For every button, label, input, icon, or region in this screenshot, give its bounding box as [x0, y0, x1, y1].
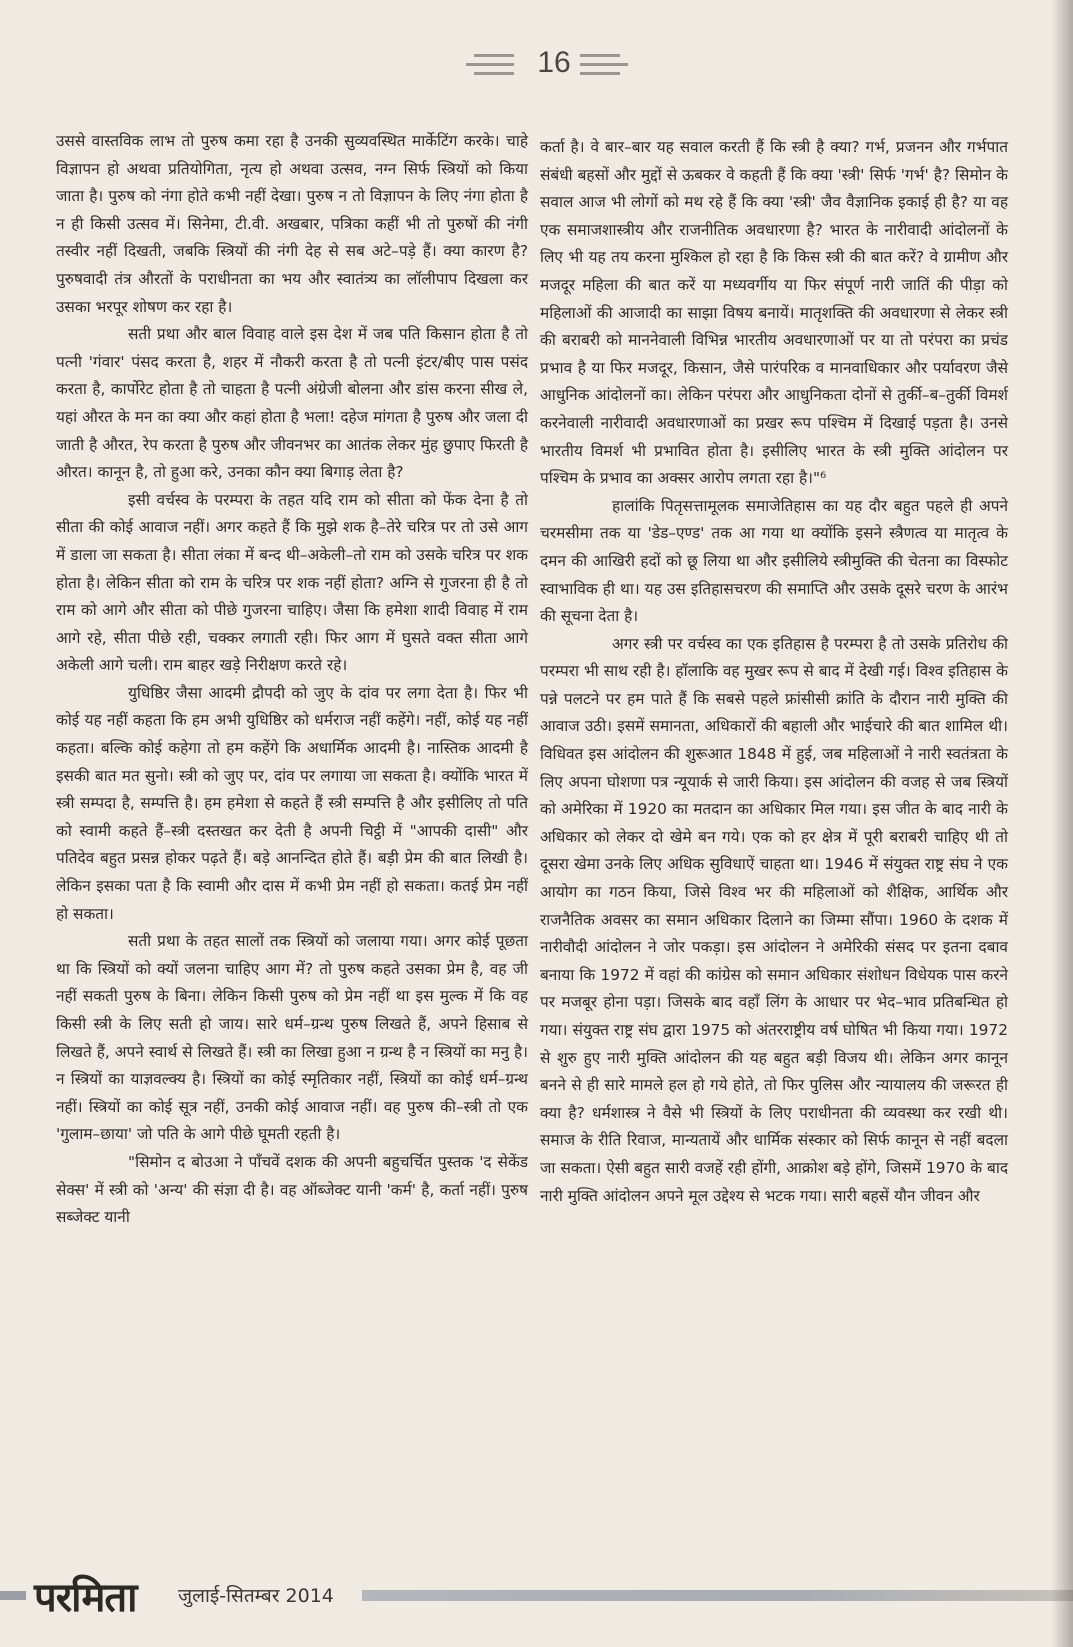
paragraph: हालांकि पितृसत्तामूलक समाजेतिहास का यह दौर बहुत पहले ही अपने चरमसीमा तक या 'डेड–एण्ड' तक आ गया था क्योंकि इसने स्त्रैणत्व या मातृत्व के दमन की आखिरी हदों को छू लिया था और इसीलिये स्त्रीमुक्ति की चेतना का विस्फोट स्वाभाविक ही था। यह उस इतिहासचरण की समाप्ति और उसके दूसरे चरण के आरंभ की सूचना देता है।	[540, 496, 1008, 626]
issue-date: जुलाई-सितम्बर 2014	[178, 1585, 334, 1607]
page-number: 16	[537, 46, 571, 79]
footer-rule-left	[0, 1591, 26, 1600]
page-footer	[0, 1568, 1073, 1621]
page-header	[0, 40, 1073, 90]
paragraph: सती प्रथा और बाल विवाह वाले इस देश में जब पति किसान होता है तो पत्नी 'गंवार' पंसद करता है, शहर में नौकरी करता है तो पत्नी इंटर/बीए पास पसंद करता है, कार्पोरेट होता है तो चाहता है पत्नी अंग्रेजी बोलना और डांस करना सीख ले, यहां औरत के मन का क्या और कहां होता है भला! दहेज मांगता है पुरुष और जला दी जाती है औरत, रेप करता है पुरुष और जीवनभर का आतंक लेकर मुंह छुपाए फिरती है औरत। कानून है, तो हुआ करे, उनका कौन क्या बिगाड़ लेता है?	[56, 325, 528, 482]
paragraph: सती प्रथा के तहत सालों तक स्त्रियों को जलाया गया। अगर कोई पूछता था कि स्त्रियों को क्यों जलना चाहिए आग में? तो पुरुष कहते उसका प्रेम है, वह जी नहीं सकती पुरुष के बिना। लेकिन किसी पुरुष को प्रेम नहीं था इस मुल्क में कि वह किसी स्त्री के लिए सती हो जाय। सारे धर्म–ग्रन्थ पुरुष लिखते हैं, अपने हिसाब से लिखते हैं, अपने स्वार्थ से लिखते हैं। स्त्री का लिखा हुआ न ग्रन्थ है न स्त्रियों का मनु है। न स्त्रियों का याज्ञवल्क्य है। स्त्रियों का कोई स्मृतिकार नहीं, स्त्रियों का कोई धर्म–ग्रन्थ नहीं। स्त्रियों का कोई सूत्र नहीं, उनकी कोई आवाज नहीं। वह पुरुष की–स्त्री तो एक 'गुलाम–छाया' जो पति के आगे पीछे घूमती रहती है।	[56, 932, 528, 1144]
paragraph: उससे वास्तविक लाभ तो पुरुष कमा रहा है उनकी सुव्यवस्थित मार्केटिंग करके। चाहे विज्ञापन हो अथवा प्रतियोगिता, नृत्य हो अथवा उत्सव, नग्न सिर्फ स्त्रियों को किया जाता है। पुरुष को नंगा होते कभी नहीं देखा। पुरुष न तो विज्ञापन के लिए नंगा होता है न ही किसी उत्सव में। सिनेमा, टी.वी. अखबार, पत्रिका कहीं भी तो पुरुषों की नंगी तस्वीर नहीं दिखती, जबकि स्त्रियों की नंगी देह से सब अटे–पड़े हैं। क्या कारण है? पुरुषवादी तंत्र औरतों के पराधीनता का भय और स्वातंत्र्य का लॉलीपाप दिखला कर उसका भरपूर शोषण कर रहा है।	[56, 132, 528, 316]
right-column	[540, 134, 1008, 1210]
paragraph: "सिमोन द बोउआ ने पाँचवें दशक की अपनी बहुचर्चित पुस्तक 'द सेकेंड सेक्स' में स्त्री को 'अन्य' की संज्ञा दी है। वह ऑब्जेक्ट यानी 'कर्म' है, कर्ता नहीं। पुरुष सब्जेक्ट यानी	[56, 1152, 528, 1227]
header-ornament-right	[580, 54, 640, 76]
paragraph: इसी वर्चस्व के परम्परा के तहत यदि राम को सीता को फेंक देना है तो सीता की कोई आवाज नहीं। अगर कहते हैं कि मुझे शक है–तेरे चरित्र पर तो उसे आग में डाला जा सकता है। सीता लंका में बन्द थी–अकेली–तो राम को उसके चरित्र पर शक होता है। लेकिन सीता को राम के चरित्र पर शक नहीं होता? अग्नि से गुजरना ही है तो राम को आगे और सीता को पीछे गुजरना चाहिए। जैसा कि हमेशा शादी विवाह में राम आगे रहे, सीता पीछे रही, चक्कर लगाती रही। फिर आग में घुसते वक्त सीता आगे अकेली आगे चली। राम बाहर खड़े निरीक्षण करते रहे।	[56, 490, 528, 675]
footer-rule-right	[362, 1590, 1073, 1601]
header-ornament-left	[466, 54, 526, 76]
left-column	[56, 128, 528, 1232]
magazine-logo: परमिता	[34, 1575, 137, 1621]
paragraph: कर्ता है। वे बार–बार यह सवाल करती हैं कि स्त्री है क्या? गर्भ, प्रजनन और गर्भपात संबंधी बहसों और मुद्दों से ऊबकर वे कहती हैं कि क्या 'स्त्री' सिर्फ 'गर्भ' है? सिमोन के सवाल आज भी लोगों को मथ रहे हैं कि क्या 'स्त्री' जैव वैज्ञानिक इकाई ही है? या वह एक समाजशास्त्रीय और राजनीतिक अवधारणा है? भारत के नारीवादी आंदोलनों के लिए भी यह तय करना मुश्किल हो रहा है कि किस स्त्री की बात करें? वे ग्रामीण और मजदूर महिला की बात करें या मध्यवर्गीय या फिर संपूर्ण नारी जातिं की पीड़ा को महिलाओं की आजादी का साझा विषय बनायें। मातृशक्ति की अवधारणा से लेकर स्त्री की बराबरी को माननेवाली विभिन्न भारतीय अवधारणाओं पर या तो परंपरा का प्रचंड प्रभाव है या फिर मजदूर, किसान, जैसे पारंपरिक व मानवाधिकार और पर्यावरण जैसे आधुनिक आंदोलनों का। लेकिन परंपरा और आधुनिकता दोनों से तुर्की–ब–तुर्की विमर्श करनेवाली नारीवादी अवधारणाओं का प्रखर रूप पश्चिम में दिखाई पड़ता है। उनसे भारतीय विमर्श भी प्रभावित होता है। इसीलिए भारत के स्त्री मुक्ति आंदोलन पर पश्चिम के प्रभाव का अक्सर आरोप लगता रहा है।"⁶	[540, 138, 1008, 488]
paragraph: अगर स्त्री पर वर्चस्व का एक इतिहास है परम्परा है तो उसके प्रतिरोध की परम्परा भी साथ रही है। हॉलाकि वह मुखर रूप से बाद में देखी गई। विश्व इतिहास के पन्ने पलटने पर हम पाते हैं कि सबसे पहले फ्रांसीसी क्रांति के दौरान नारी मुक्ति की आवाज उठी। इसमें समानता, अधिकारों की बहाली और भाईचारे की बात शामिल थी। विधिवत इस आंदोलन की शुरूआत 1848 में हुई, जब महिलाओं ने नारी स्वतंत्रता के लिए अपना घोशणा पत्र न्यूयार्क से जारी किया। इस आंदोलन की वजह से जब स्त्रियों को अमेरिका में 1920 का मतदान का अधिकार मिल गया। इस जीत के बाद नारी के अधिकार को लेकर दो खेमे बन गये। एक को हर क्षेत्र में पूरी बराबरी चाहिए थी तो दूसरा खेमा उनके लिए अधिक सुविधाऐं चाहता था। 1946 में संयुक्त राष्ट्र संघ ने एक आयोग का गठन किया, जिसे विश्व भर की महिलाओं को शैक्षिक, आर्थिक और राजनैतिक अवसर का समान अधिकार दिलाने का जिम्मा सौंपा। 1960 के दशक में नारीवौदी आंदोलन ने जोर पकड़ा। इस आंदोलन ने अमेरिकी संसद पर इतना दबाव बनाया कि 1972 में वहां की कांग्रेस को समान अधिकार संशोधन विधेयक पास करने पर मजबूर होना पड़ा। जिसके बाद वहाँ लिंग के आधार पर भेद–भाव प्रतिबन्धित हो गया। संयुक्त राष्ट्र संघ द्वारा 1975 को अंतरराष्ट्रीय वर्ष घोषित भी किया गया। 1972 से शुरु हुए नारी मुक्ति आंदोलन की यह बहुत बड़ी विजय थी। लेकिन अगर कानून बनने से ही सारे मामले हल हो गये होते, तो फिर पुलिस और न्यायालय की जरूरत ही क्या है? धर्मशास्त्र ने वैसे भी स्त्रियों के लिए पराधीनता की व्यवस्था कर रखी थी। समाज के रीति रिवाज, मान्यतायें और धार्मिक संस्कार को सिर्फ कानून से नहीं बदला जा सकता। ऐसी बहुत सारी वजहें रही होंगी, आक्रोश बड़े होंगे, जिसमें 1970 के बाद नारी मुक्ति आंदोलन अपने मूल उद्देश्य से भटक गया। सारी बहसें यौन जीवन और	[540, 634, 1008, 1205]
page-edge-shadow	[1051, 0, 1073, 1647]
paragraph: युधिष्ठिर जैसा आदमी द्रौपदी को जुए के दांव पर लगा देता है। फिर भी कोई यह नहीं कहता कि हम अभी युधिष्ठिर को धर्मराज नहीं कहेंगे। नहीं, कोई यह नहीं कहता। बल्कि कोई कहेगा तो हम कहेंगे कि अधार्मिक आदमी है। नास्तिक आदमी है इसकी बात मत सुनो। स्त्री को जुए पर, दांव पर लगाया जा सकता है। क्योंकि भारत में स्त्री सम्पदा है, सम्पत्ति है। हम हमेशा से कहते हैं स्त्री सम्पत्ति है और इसीलिए तो पति को स्वामी कहते हैं–स्त्री दस्तखत कर देती है अपनी चिट्ठी में "आपकी दासी" और पतिदेव बहुत प्रसन्न होकर पढ़ते हैं। बड़े आनन्दित होते हैं। बड़ी प्रेम की बात लिखी है। लेकिन इसका पता है कि स्वामी और दास में कभी प्रेम नहीं हो सकता। कतई प्रेम नहीं हो सकता।	[56, 683, 528, 923]
